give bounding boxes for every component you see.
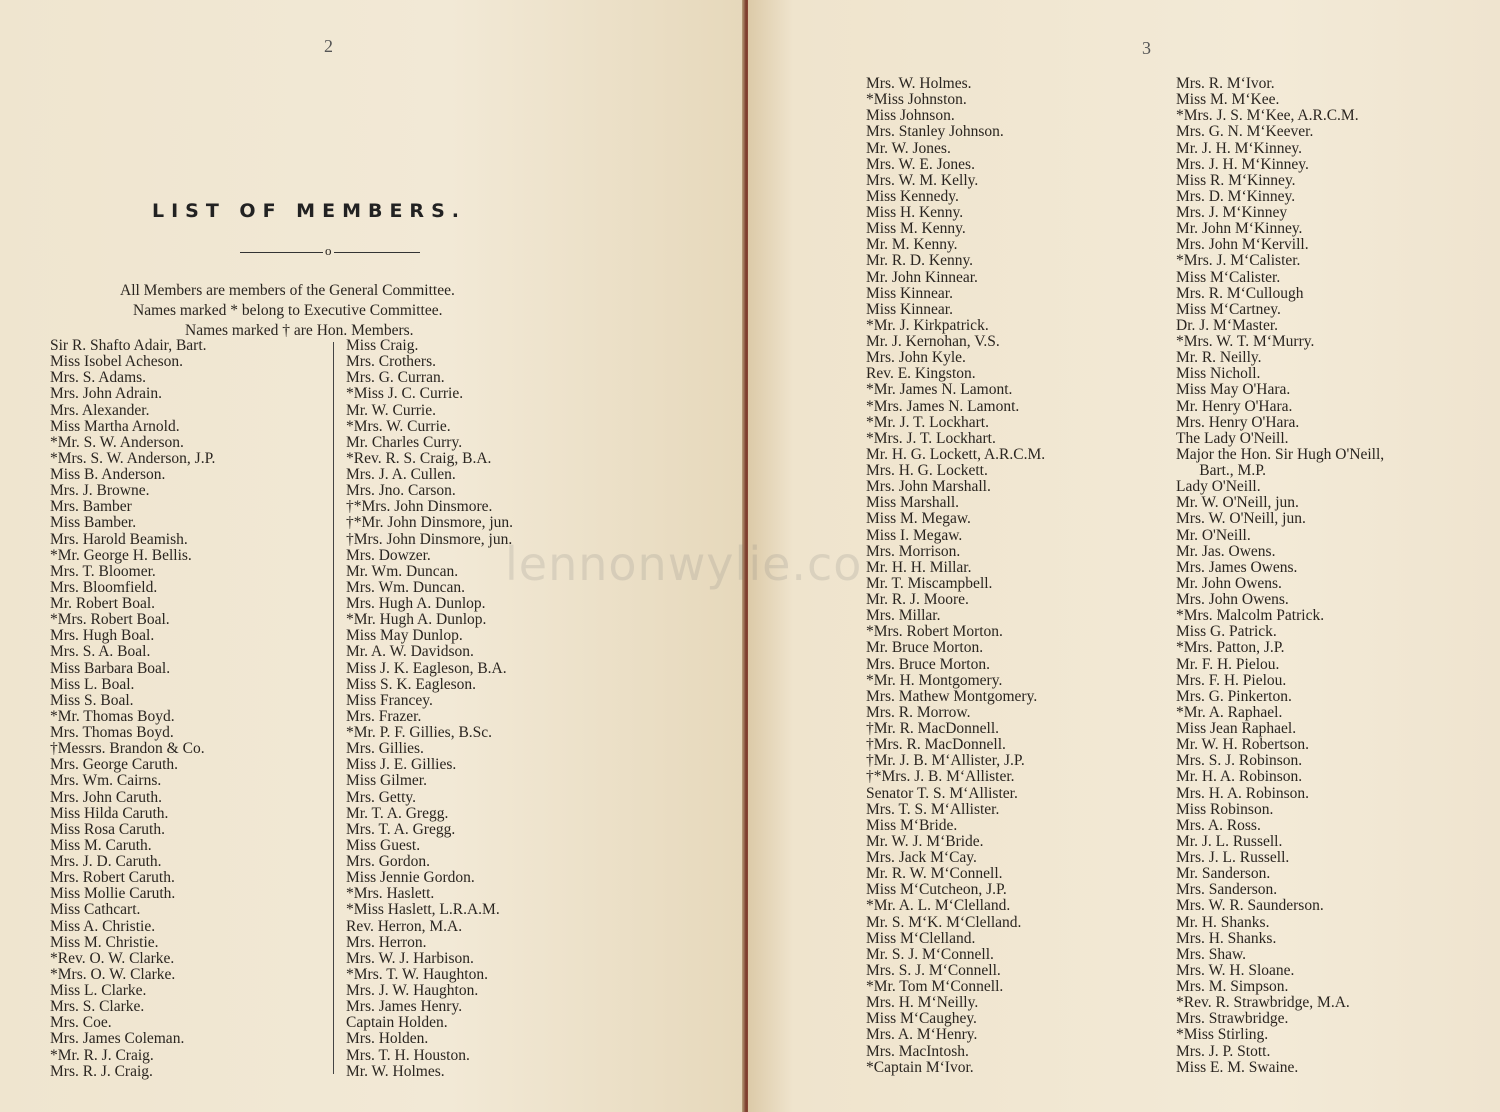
member-entry: Mrs. Stanley Johnson. bbox=[866, 123, 1004, 141]
member-entry: Mr. Wm. Duncan. bbox=[346, 562, 459, 580]
member-entry: Mr. S. M‘K. M‘Clelland. bbox=[866, 913, 1022, 931]
member-entry: Miss Guest. bbox=[346, 836, 421, 854]
member-entry: Mrs. S. A. Boal. bbox=[50, 643, 151, 661]
member-entry: Mr. J. Kernohan, V.S. bbox=[866, 333, 1000, 350]
member-entry: *Mrs. W. T. M‘Murry. bbox=[1176, 333, 1315, 350]
member-entry: *Mrs. Robert Morton. bbox=[866, 623, 1003, 641]
member-entry: Mrs. W. J. Harbison. bbox=[346, 949, 474, 967]
member-entry: Mr. W. Jones. bbox=[866, 139, 951, 157]
member-entry: Mr. R. Neilly. bbox=[1176, 349, 1262, 367]
member-entry: *Mrs. O. W. Clarke. bbox=[50, 965, 176, 983]
member-entry: Mrs. MacIntosh. bbox=[866, 1042, 969, 1060]
member-entry: Mrs. Bloomfield. bbox=[50, 578, 158, 596]
member-entry: Mrs. James Owens. bbox=[1176, 558, 1298, 576]
member-entry: Senator T. S. M‘Allister. bbox=[866, 784, 1018, 802]
member-entry: Miss M‘Caughey. bbox=[866, 1010, 977, 1028]
member-entry: Mrs. F. H. Pielou. bbox=[1176, 671, 1287, 689]
member-entry: *Miss Stirling. bbox=[1176, 1026, 1269, 1044]
member-entry: *Rev. R. S. Craig, B.A. bbox=[346, 449, 492, 467]
member-entry: Miss J. E. Gillies. bbox=[346, 756, 457, 774]
member-entry: Miss E. M. Swaine. bbox=[1176, 1058, 1299, 1076]
member-entry: Miss Rosa Caruth. bbox=[50, 820, 165, 838]
member-entry: Mrs. D. M‘Kinney. bbox=[1176, 187, 1296, 205]
member-entry: Mrs. Henry O'Hara. bbox=[1176, 413, 1300, 431]
member-entry: Mrs. Herron. bbox=[346, 933, 427, 951]
member-entry: *Mr. J. Kirkpatrick. bbox=[866, 316, 989, 334]
member-entry: †Mrs. John Dinsmore, jun. bbox=[346, 530, 513, 548]
member-entry: *Mr. R. J. Craig. bbox=[50, 1046, 154, 1064]
member-entry: Miss M‘Cartney. bbox=[1176, 300, 1281, 318]
member-entry: Mr. R. W. M‘Connell. bbox=[866, 865, 1003, 883]
member-entry: Miss L. Boal. bbox=[50, 675, 135, 693]
member-entry: Mr. Bruce Morton. bbox=[866, 639, 984, 657]
member-entry: †Messrs. Brandon & Co. bbox=[50, 740, 205, 758]
member-entry: Mrs. Morrison. bbox=[866, 542, 961, 560]
member-entry: Mrs. R. M‘Cullough bbox=[1176, 284, 1304, 302]
member-entry: Mrs. W. Holmes. bbox=[866, 75, 972, 92]
member-entry: Mr. T. A. Gregg. bbox=[346, 804, 449, 822]
member-entry: Mrs. Gillies. bbox=[346, 740, 424, 758]
intro-line-executive: Names marked * belong to Executive Committee. bbox=[133, 302, 443, 319]
member-entry: Mrs. M. Simpson. bbox=[1176, 978, 1289, 995]
member-entry: Mrs. T. A. Gregg. bbox=[346, 820, 456, 838]
member-entry: Mr. F. H. Pielou. bbox=[1176, 655, 1280, 673]
member-entry: Mrs. J. A. Cullen. bbox=[346, 466, 456, 483]
member-entry: Mrs. J. L. Russell. bbox=[1176, 849, 1290, 866]
member-entry: Mr. Henry O'Hara. bbox=[1176, 397, 1293, 415]
member-entry: Mrs. Shaw. bbox=[1176, 945, 1247, 963]
member-entry: Mrs. J. D. Caruth. bbox=[50, 853, 162, 870]
member-entry: *Mrs. Haslett. bbox=[346, 885, 435, 903]
member-entry: Miss M. Kenny. bbox=[866, 220, 966, 238]
member-entry: Miss Marshall. bbox=[866, 494, 959, 512]
intro-line-general: All Members are members of the General Committee. bbox=[120, 282, 455, 299]
member-entry: Miss Barbara Boal. bbox=[50, 659, 171, 677]
member-entry: Miss Johnson. bbox=[866, 107, 955, 125]
member-entry: Miss M‘Cutcheon, J.P. bbox=[866, 881, 1007, 899]
member-entry: Mrs. J. Browne. bbox=[50, 482, 150, 500]
member-entry: Mr. Robert Boal. bbox=[50, 595, 156, 612]
member-entry: Mr. J. L. Russell. bbox=[1176, 832, 1283, 850]
member-entry: Mr. W. Currie. bbox=[346, 401, 436, 419]
member-entry: Miss S. K. Eagleson. bbox=[346, 675, 477, 693]
member-entry: Mrs. James Henry. bbox=[346, 998, 463, 1016]
member-entry: *Mrs. James N. Lamont. bbox=[866, 397, 1020, 415]
member-entry: Miss May O'Hara. bbox=[1176, 381, 1291, 399]
member-entry: Mr. S. J. M‘Connell. bbox=[866, 945, 994, 963]
member-entry: *Mr. A. L. M‘Clelland. bbox=[866, 897, 1011, 915]
member-entry: Mrs. A. Ross. bbox=[1176, 816, 1261, 834]
member-entry: Mrs. H. Shanks. bbox=[1176, 929, 1277, 947]
member-entry: Miss Isobel Acheson. bbox=[50, 353, 184, 371]
member-entry: †*Mr. John Dinsmore, jun. bbox=[346, 514, 514, 532]
member-entry: Mrs. A. M‘Henry. bbox=[866, 1026, 978, 1044]
member-entry: Mrs. Bamber bbox=[50, 498, 132, 516]
member-entry: Mrs. T. S. M‘Allister. bbox=[866, 800, 1000, 818]
member-entry: *Mr. Tom M‘Connell. bbox=[866, 978, 1004, 995]
member-entry: Miss Craig. bbox=[346, 337, 419, 354]
member-entry: Miss I. Megaw. bbox=[866, 526, 963, 544]
member-entry: Miss M‘Calister. bbox=[1176, 268, 1281, 286]
member-entry: Mrs. Thomas Boyd. bbox=[50, 724, 174, 741]
member-entry: Mrs. Gordon. bbox=[346, 853, 430, 870]
member-entry: Miss M‘Clelland. bbox=[866, 929, 976, 947]
watermark: lennonwylie.co bbox=[505, 537, 863, 591]
members-column-3 bbox=[866, 76, 1045, 1076]
member-entry: *Mrs. T. W. Haughton. bbox=[346, 965, 488, 983]
member-entry: *Mrs. J. S. M‘Kee, A.R.C.M. bbox=[1176, 107, 1359, 125]
member-entry: Miss Kinnear. bbox=[866, 284, 953, 302]
member-entry: Rev. Herron, M.A. bbox=[346, 917, 463, 935]
member-entry: *Mr. George H. Bellis. bbox=[50, 546, 192, 564]
member-entry: Miss H. Kenny. bbox=[866, 204, 964, 221]
member-entry: Mrs. G. N. M‘Keever. bbox=[1176, 123, 1314, 141]
member-entry: Miss Martha Arnold. bbox=[50, 417, 180, 435]
member-entry: Mrs. Strawbridge. bbox=[1176, 1010, 1289, 1028]
member-entry: Mr. W. J. M‘Bride. bbox=[866, 832, 984, 850]
member-entry: *Mr. Thomas Boyd. bbox=[50, 707, 175, 725]
member-entry: Mrs. S. J. Robinson. bbox=[1176, 752, 1303, 770]
member-entry: †Mrs. R. MacDonnell. bbox=[866, 736, 1006, 754]
member-entry: Mrs. S. Clarke. bbox=[50, 998, 145, 1016]
member-entry: Mrs. Hugh A. Dunlop. bbox=[346, 595, 486, 612]
member-entry: Miss Kennedy. bbox=[866, 187, 959, 205]
member-entry: Mrs. Wm. Cairns. bbox=[50, 772, 162, 790]
member-entry: Lady O'Neill. bbox=[1176, 478, 1261, 496]
member-entry: *Captain M‘Ivor. bbox=[866, 1058, 974, 1076]
member-entry: Mrs. G. Pinkerton. bbox=[1176, 687, 1292, 705]
member-entry: *Mr. Hugh A. Dunlop. bbox=[346, 611, 487, 629]
member-entry: Sir R. Shafto Adair, Bart. bbox=[50, 337, 207, 354]
member-entry: Mr. John Kinnear. bbox=[866, 268, 978, 286]
member-entry: Mr. R. D. Kenny. bbox=[866, 252, 974, 270]
member-entry: Miss Francey. bbox=[346, 691, 433, 709]
member-entry: Mrs. J. P. Stott. bbox=[1176, 1042, 1271, 1060]
member-entry: Major the Hon. Sir Hugh O'Neill, bbox=[1176, 445, 1385, 463]
member-entry: Mrs. Getty. bbox=[346, 788, 417, 806]
member-entry: Mr. John Owens. bbox=[1176, 574, 1282, 592]
member-entry: Miss A. Christie. bbox=[50, 917, 156, 935]
member-entry: Mr. J. H. M‘Kinney. bbox=[1176, 139, 1303, 157]
member-entry: Mrs. Hugh Boal. bbox=[50, 627, 155, 645]
member-entry: Mrs. H. M‘Neilly. bbox=[866, 994, 979, 1012]
member-entry: Mrs. George Caruth. bbox=[50, 756, 178, 774]
member-entry: Mrs. Holden. bbox=[346, 1030, 429, 1048]
member-entry: Miss Cathcart. bbox=[50, 901, 141, 919]
member-entry: Mrs. Mathew Montgomery. bbox=[866, 687, 1038, 705]
member-entry: †*Mrs. J. B. M‘Allister. bbox=[866, 768, 1015, 786]
members-column-2 bbox=[346, 338, 513, 1080]
member-entry: Miss M. M‘Kee. bbox=[1176, 91, 1280, 109]
member-entry: *Mrs. J. M‘Calister. bbox=[1176, 252, 1301, 270]
member-entry: Mrs. J. H. M‘Kinney. bbox=[1176, 155, 1309, 173]
member-entry: Mrs. Bruce Morton. bbox=[866, 655, 990, 673]
member-entry: Miss J. K. Eagleson, B.A. bbox=[346, 659, 507, 677]
member-entry: Rev. E. Kingston. bbox=[866, 365, 976, 383]
member-entry: *Mrs. S. W. Anderson, J.P. bbox=[50, 449, 216, 467]
member-entry: Mrs. Wm. Duncan. bbox=[346, 578, 465, 596]
member-entry: Miss Mollie Caruth. bbox=[50, 885, 176, 903]
members-column-4 bbox=[1176, 76, 1384, 1076]
member-entry: Mrs. R. Morrow. bbox=[866, 703, 971, 721]
member-entry: †*Mrs. John Dinsmore. bbox=[346, 498, 493, 516]
member-entry: Mr. H. G. Lockett, A.R.C.M. bbox=[866, 445, 1046, 463]
member-entry: †Mr. R. MacDonnell. bbox=[866, 720, 1000, 737]
member-entry: Mr. R. J. Moore. bbox=[866, 591, 969, 608]
rule-ornament: o bbox=[325, 243, 332, 258]
member-entry: *Mrs. J. T. Lockhart. bbox=[866, 429, 996, 447]
member-entry: Mrs. T. Bloomer. bbox=[50, 562, 156, 580]
member-entry: Mrs. W. O'Neill, jun. bbox=[1176, 510, 1306, 528]
member-entry: Miss M‘Bride. bbox=[866, 816, 958, 834]
member-entry: Mrs. W. R. Saunderson. bbox=[1176, 897, 1324, 915]
member-entry: Captain Holden. bbox=[346, 1014, 448, 1032]
member-entry: Mrs. John M‘Kervill. bbox=[1176, 236, 1309, 254]
member-entry: Miss L. Clarke. bbox=[50, 982, 147, 999]
member-entry: Mr. H. Shanks. bbox=[1176, 913, 1270, 931]
member-entry: *Miss Johnston. bbox=[866, 91, 967, 109]
member-entry: Miss B. Anderson. bbox=[50, 466, 166, 483]
member-entry: Miss Gilmer. bbox=[346, 772, 427, 790]
member-entry: Mr. Sanderson. bbox=[1176, 865, 1271, 883]
member-entry: *Rev. R. Strawbridge, M.A. bbox=[1176, 994, 1350, 1012]
member-entry: Mr. H. A. Robinson. bbox=[1176, 768, 1303, 786]
member-entry: †Mr. J. B. M‘Allister, J.P. bbox=[866, 752, 1025, 770]
intro-line-honorary: Names marked † are Hon. Members. bbox=[185, 322, 414, 339]
member-entry: Mrs. Alexander. bbox=[50, 401, 150, 419]
member-entry: *Mr. James N. Lamont. bbox=[866, 381, 1013, 399]
member-entry: Mrs. Frazer. bbox=[346, 707, 422, 725]
member-entry: Mrs. John Caruth. bbox=[50, 788, 162, 806]
member-entry: Mr. T. Miscampbell. bbox=[866, 574, 993, 592]
member-entry: *Mr. H. Montgomery. bbox=[866, 671, 1003, 689]
members-column-1 bbox=[50, 338, 215, 1080]
member-entry: *Mrs. Robert Boal. bbox=[50, 611, 170, 629]
member-entry: The Lady O'Neill. bbox=[1176, 429, 1289, 447]
member-entry: Mrs. R. J. Craig. bbox=[50, 1062, 153, 1080]
member-entry: Mrs. T. H. Houston. bbox=[346, 1046, 470, 1064]
column-divider bbox=[333, 342, 334, 1074]
page-number-left: 2 bbox=[324, 36, 333, 56]
member-entry: Miss G. Patrick. bbox=[1176, 623, 1277, 641]
member-entry: Mr. W. H. Robertson. bbox=[1176, 736, 1310, 754]
member-entry: Mrs. W. E. Jones. bbox=[866, 155, 975, 173]
member-entry: Mr. H. H. Millar. bbox=[866, 558, 972, 576]
member-entry: Mrs. Dowzer. bbox=[346, 546, 431, 564]
member-entry: *Mrs. Malcolm Patrick. bbox=[1176, 607, 1325, 625]
member-entry: Miss Robinson. bbox=[1176, 800, 1274, 818]
member-entry: Miss Nicholl. bbox=[1176, 365, 1261, 383]
member-entry: Miss M. Megaw. bbox=[866, 510, 971, 528]
member-entry: Mrs. John Kyle. bbox=[866, 349, 966, 367]
member-entry: Mr. John M‘Kinney. bbox=[1176, 220, 1303, 238]
member-entry: Miss Hilda Caruth. bbox=[50, 804, 169, 822]
member-entry: Mr. Charles Curry. bbox=[346, 433, 463, 451]
member-entry: *Miss Haslett, L.R.A.M. bbox=[346, 901, 500, 919]
member-entry: Miss May Dunlop. bbox=[346, 627, 463, 645]
member-entry: Miss Jean Raphael. bbox=[1176, 720, 1297, 737]
member-entry: Mr. Jas. Owens. bbox=[1176, 542, 1276, 560]
member-entry: Mrs. H. G. Lockett. bbox=[866, 462, 988, 479]
member-entry: Mrs. Coe. bbox=[50, 1014, 112, 1032]
page-title: LIST OF MEMBERS. bbox=[152, 200, 466, 222]
member-entry: *Mrs. Patton, J.P. bbox=[1176, 639, 1285, 657]
member-entry: Mrs. W. H. Sloane. bbox=[1176, 961, 1295, 979]
member-entry: Mrs. Crothers. bbox=[346, 353, 436, 371]
member-entry: Mrs. H. A. Robinson. bbox=[1176, 784, 1310, 802]
member-entry: Mr. W. O'Neill, jun. bbox=[1176, 494, 1299, 512]
member-entry: Mrs. G. Curran. bbox=[346, 369, 445, 387]
member-entry: Mrs. Harold Beamish. bbox=[50, 530, 188, 548]
member-entry: *Mrs. W. Currie. bbox=[346, 417, 451, 435]
member-entry: Mr. M. Kenny. bbox=[866, 236, 958, 254]
member-entry: *Mr. P. F. Gillies, B.Sc. bbox=[346, 724, 493, 741]
member-entry: Mrs. John Adrain. bbox=[50, 385, 162, 403]
member-entry: Mrs. Robert Caruth. bbox=[50, 869, 175, 887]
member-entry: Miss Kinnear. bbox=[866, 300, 953, 318]
member-entry: Miss Jennie Gordon. bbox=[346, 869, 475, 887]
member-entry: Mrs. J. M‘Kinney bbox=[1176, 204, 1288, 221]
member-entry: Mr. W. Holmes. bbox=[346, 1062, 445, 1080]
member-entry: Mrs. James Coleman. bbox=[50, 1030, 185, 1048]
member-entry: Miss Bamber. bbox=[50, 514, 137, 532]
member-entry: Mrs. John Marshall. bbox=[866, 478, 991, 496]
member-entry: Dr. J. M‘Master. bbox=[1176, 316, 1279, 334]
member-entry: Mrs. Jack M‘Cay. bbox=[866, 849, 977, 866]
page-number-right: 3 bbox=[1142, 38, 1151, 58]
member-entry: Miss M. Christie. bbox=[50, 933, 159, 951]
member-entry: Mrs. Millar. bbox=[866, 607, 941, 625]
member-entry: *Mr. J. T. Lockhart. bbox=[866, 413, 989, 431]
member-entry: Mrs. R. M‘Ivor. bbox=[1176, 75, 1275, 92]
member-entry: Miss S. Boal. bbox=[50, 691, 134, 709]
member-entry: Mrs. Sanderson. bbox=[1176, 881, 1278, 899]
member-entry: Miss M. Caruth. bbox=[50, 836, 152, 854]
member-entry: *Rev. O. W. Clarke. bbox=[50, 949, 175, 967]
member-entry: Mrs. S. J. M‘Connell. bbox=[866, 961, 1001, 979]
member-entry: Mrs. J. W. Haughton. bbox=[346, 982, 479, 999]
member-entry: Mr. A. W. Davidson. bbox=[346, 643, 474, 661]
member-entry: Mrs. John Owens. bbox=[1176, 591, 1289, 608]
member-entry: *Mr. A. Raphael. bbox=[1176, 703, 1283, 721]
member-entry: Mrs. Jno. Carson. bbox=[346, 482, 456, 500]
member-entry: Bart., M.P. bbox=[1176, 462, 1266, 479]
member-entry: Miss R. M‘Kinney. bbox=[1176, 171, 1296, 189]
member-entry: Mrs. W. M. Kelly. bbox=[866, 171, 979, 189]
member-entry: *Mr. S. W. Anderson. bbox=[50, 433, 184, 451]
member-entry: *Miss J. C. Currie. bbox=[346, 385, 464, 403]
member-entry: Mr. O'Neill. bbox=[1176, 526, 1251, 544]
member-entry: Mrs. S. Adams. bbox=[50, 369, 147, 387]
